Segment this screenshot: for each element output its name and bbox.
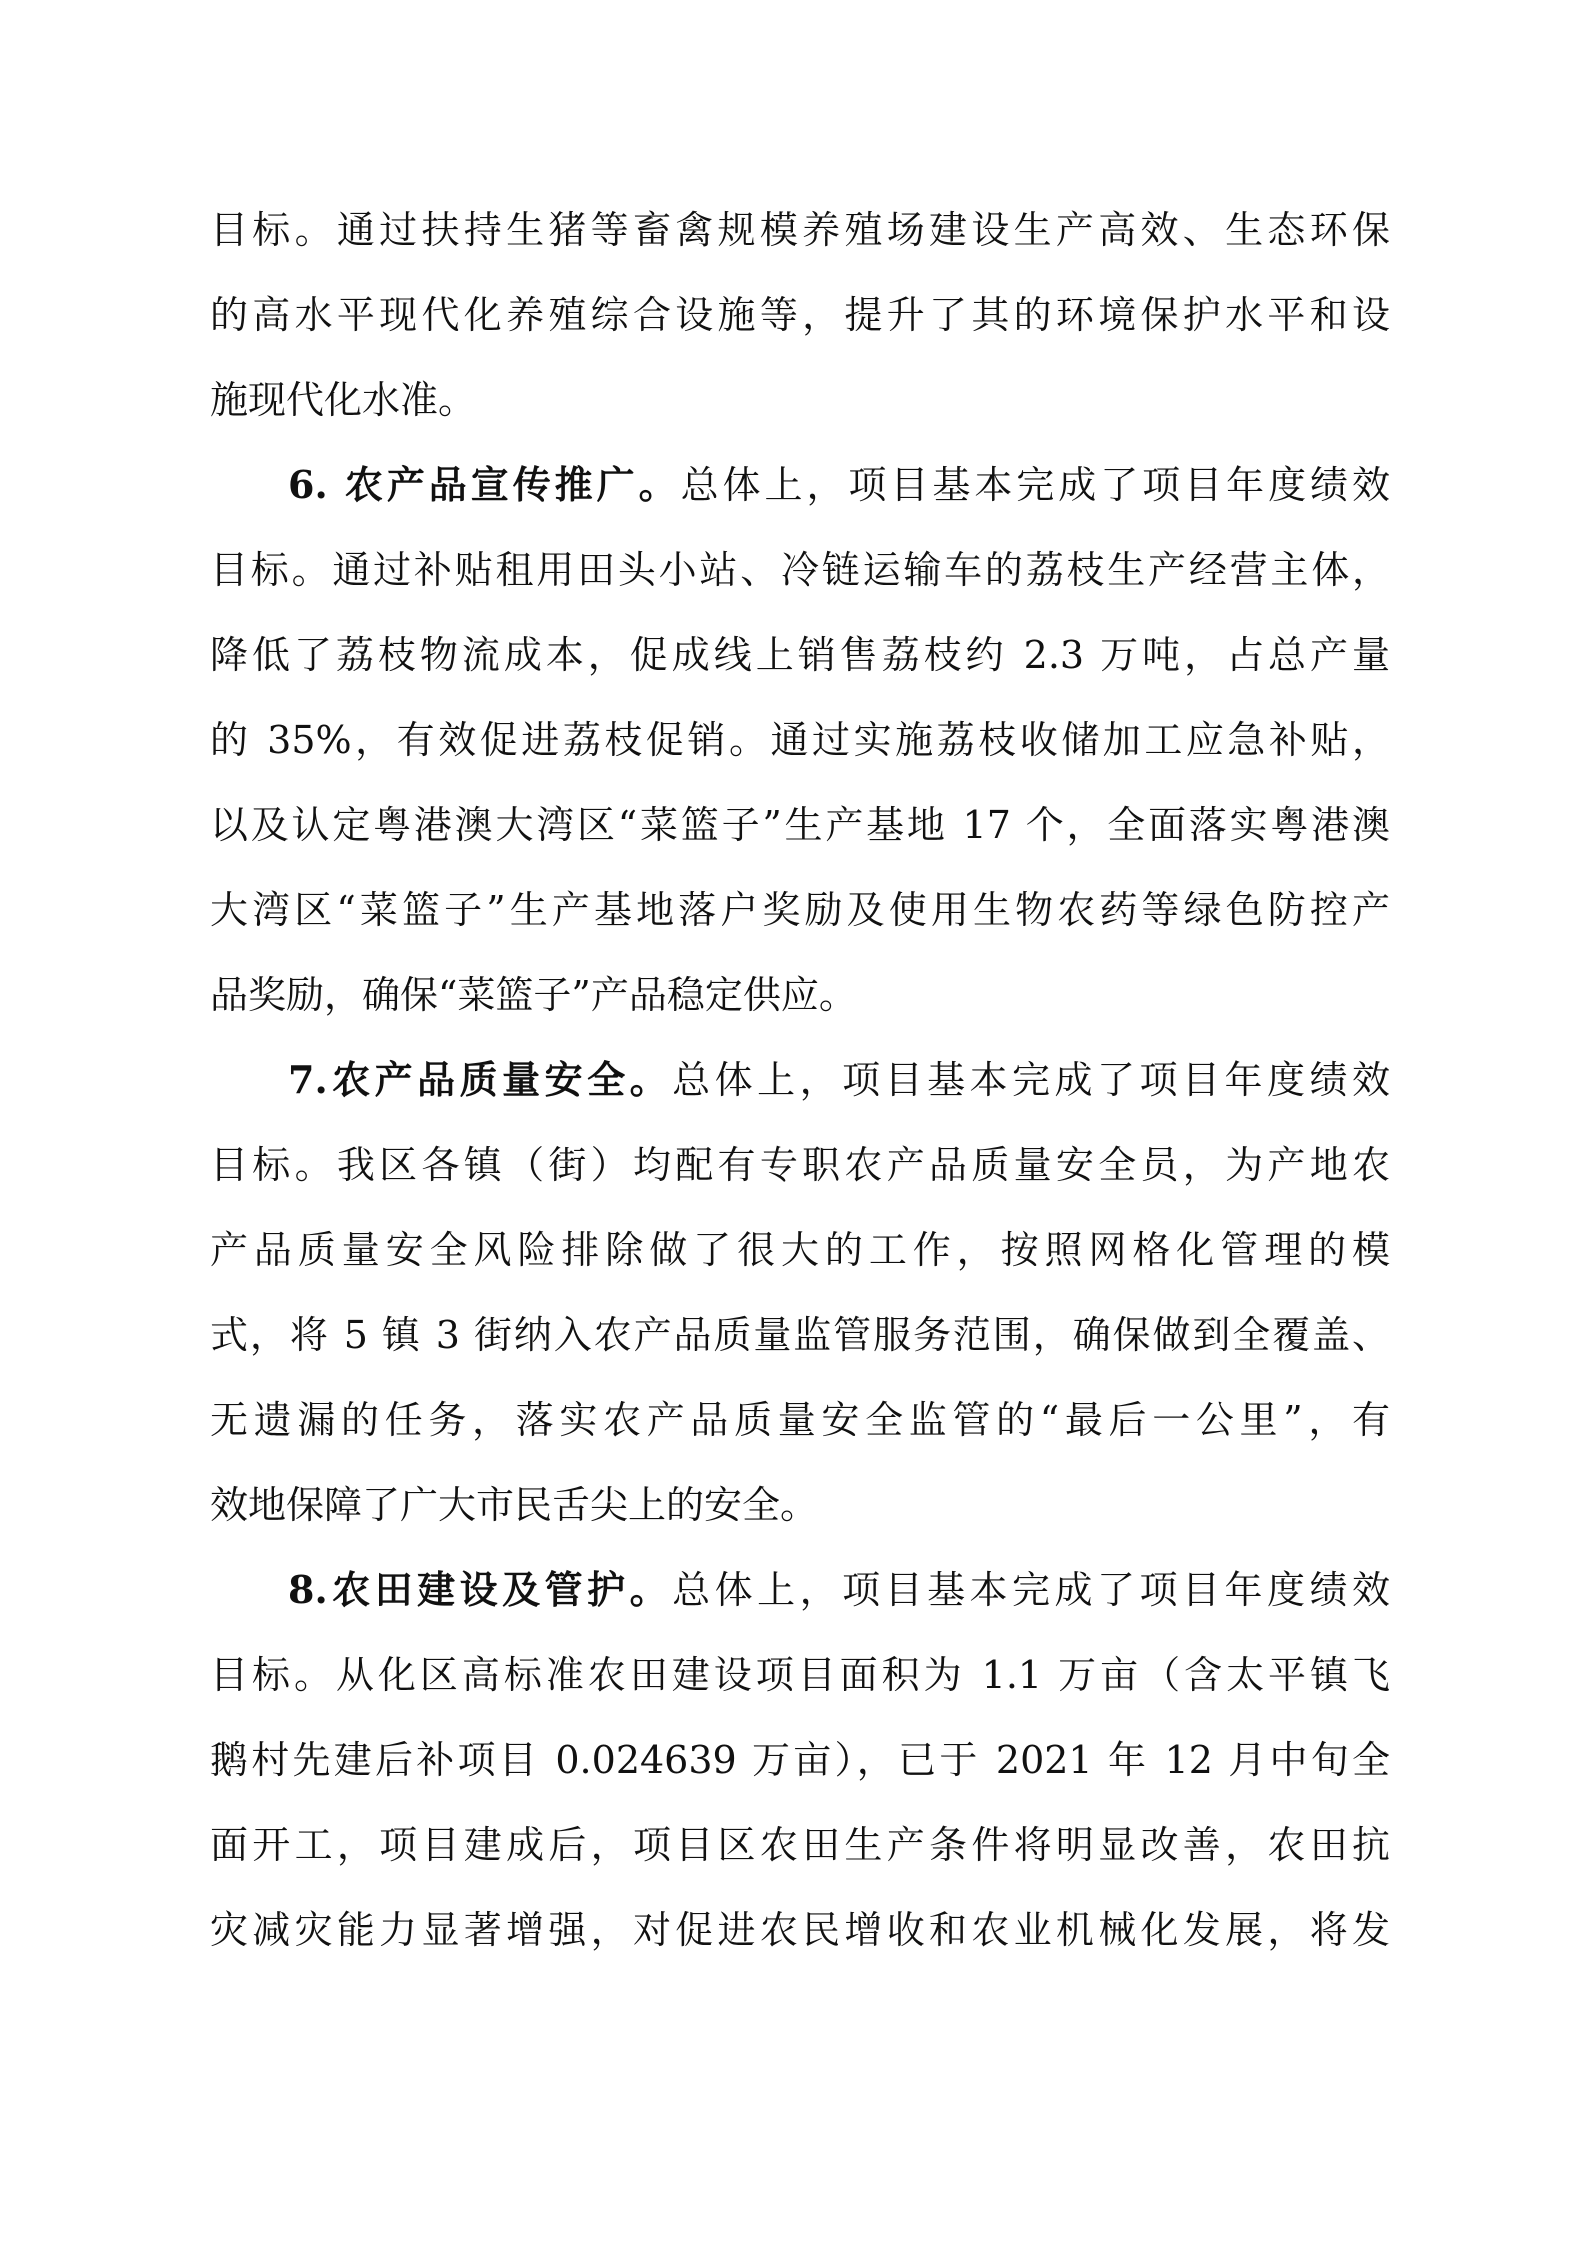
paragraph-text: 总体上，项目基本完成了项目年度绩效 (680, 463, 1390, 507)
paragraph-line: 的 35%，有效促进荔枝促销。通过实施荔枝收储加工应急补贴， (210, 718, 1390, 762)
paragraph-line: 效地保障了广大市民舌尖上的安全。 (210, 1483, 819, 1527)
paragraph-line: 以及认定粤港澳大湾区“菜篮子”生产基地 17 个，全面落实粤港澳 (210, 803, 1390, 847)
section-6-first-line (288, 447, 1390, 523)
paragraph-line: 品奖励，确保“菜篮子”产品稳定供应。 (210, 973, 857, 1017)
section-7-first-line (288, 1042, 1390, 1118)
paragraph-text: 总体上，项目基本完成了项目年度绩效 (672, 1058, 1390, 1102)
paragraph-text: 总体上，项目基本完成了项目年度绩效 (672, 1568, 1390, 1612)
section-8-heading: 8.农田建设及管护。 (288, 1567, 673, 1612)
paragraph-line: 大湾区“菜篮子”生产基地落户奖励及使用生物农药等绿色防控产 (210, 888, 1390, 932)
paragraph-line: 目标。通过补贴租用田头小站、冷链运输车的荔枝生产经营主体， (210, 548, 1390, 592)
paragraph-line: 施现代化水准。 (210, 378, 477, 422)
paragraph-line: 式，将 5 镇 3 街纳入农产品质量监管服务范围，确保做到全覆盖、 (210, 1313, 1390, 1357)
paragraph-line: 降低了荔枝物流成本，促成线上销售荔枝约 2.3 万吨，占总产量 (210, 633, 1390, 677)
section-8-first-line (288, 1552, 1390, 1628)
paragraph-line: 目标。通过扶持生猪等畜禽规模养殖场建设生产高效、生态环保 (210, 208, 1390, 252)
paragraph-line: 产品质量安全风险排除做了很大的工作，按照网格化管理的模 (210, 1228, 1390, 1272)
paragraph-line: 面开工，项目建成后，项目区农田生产条件将明显改善，农田抗 (210, 1823, 1390, 1867)
paragraph-line: 目标。从化区高标准农田建设项目面积为 1.1 万亩（含太平镇飞 (210, 1653, 1390, 1697)
paragraph-line: 的高水平现代化养殖综合设施等，提升了其的环境保护水平和设 (210, 293, 1390, 337)
paragraph-line: 无遗漏的任务，落实农产品质量安全监管的“最后一公里”，有 (210, 1398, 1390, 1442)
section-7-heading: 7.农产品质量安全。 (288, 1057, 673, 1102)
paragraph-line: 鹅村先建后补项目 0.024639 万亩），已于 2021 年 12 月中旬全 (210, 1738, 1390, 1782)
section-6-heading: 6. 农产品宣传推广。 (288, 462, 681, 507)
paragraph-line: 目标。我区各镇（街）均配有专职农产品质量安全员，为产地农 (210, 1143, 1390, 1187)
paragraph-line: 灾减灾能力显著增强，对促进农民增收和农业机械化发展，将发 (210, 1908, 1390, 1952)
